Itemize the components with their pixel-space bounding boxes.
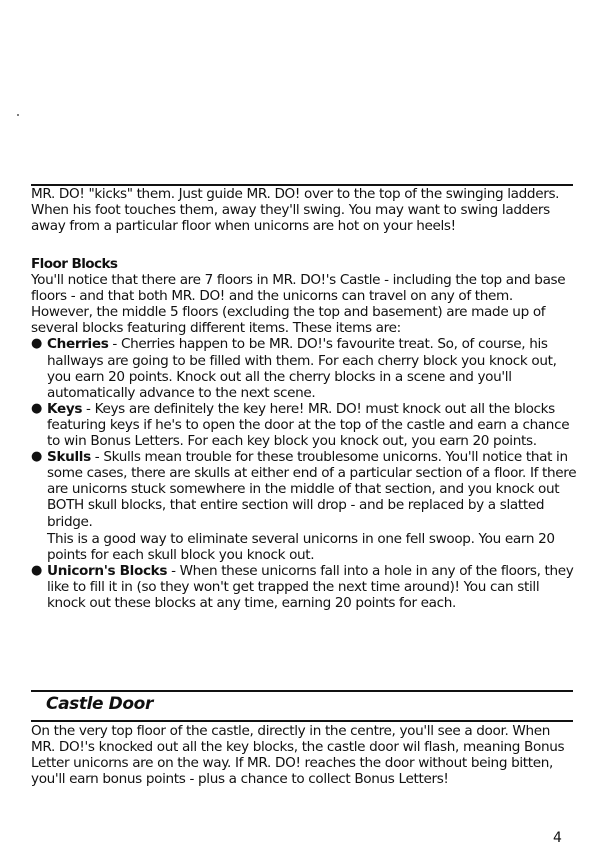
bullet-icon: ●: [31, 449, 42, 465]
item-text: - Keys are definitely the key here! MR. DO! must knock out all the blocks featuring keys if he's to open the door at the top of the castle and earn a chance to win Bonus Letters. For each key block you knock out, you earn 20 points.: [47, 400, 570, 450]
list-item-cherries: [31, 336, 577, 400]
section-rule-top: [31, 690, 573, 692]
item-text: - Cherries happen to be MR. DO!'s favourite treat. So, of course, his hallways are going to be filled with them. For each cherry block you knock out, you earn 20 points. Knock out all the cherry blocks in a scene and you'll automatically advance to the next scene.: [47, 336, 557, 401]
intro-paragraph: [31, 186, 577, 234]
bullet-icon: ●: [31, 562, 42, 578]
castle-door-text: On the very top floor of the castle, directly in the centre, you'll see a door. When MR. DO!'s knocked out all the key blocks, the castle door wil flash, meaning Bonus Letter unicorns are on the way. If MR. DO! reaches the door without being bitten, you'll earn bonus points - plus a chance to collect Bonus Letters!: [31, 723, 565, 788]
page-number: 4: [553, 830, 562, 846]
item-text: - Skulls mean trouble for these troublesome unicorns. You'll notice that in some cases, there are skulls at either end of a particular section of a floor. If there are unicorns stuck somewhere in the middle of that section, and you knock out BOTH skull blocks, that entire section will drop - and be replaced by a slatted bridge.: [47, 449, 577, 530]
floor-blocks-text: You'll notice that there are 7 floors in MR. DO!'s Castle - including the top and base floors - and that both MR. DO! and the unicorns can travel on any of them. However, the middle 5 floors (excluding the top and basement) are made up of several blocks featuring different items. These items are:: [31, 272, 566, 337]
item-list: [31, 336, 577, 611]
item-term: Unicorn's Blocks: [47, 562, 168, 579]
bullet-icon: ●: [31, 400, 42, 416]
skulls-extra-text: This is a good way to eliminate several unicorns in one fell swoop. You earn 20 points for each skull block you knock out.: [47, 530, 555, 563]
stray-dot: [17, 114, 19, 116]
intro-text: MR. DO! "kicks" them. Just guide MR. DO! over to the top of the swinging ladders. When his foot touches them, away they'll swing. You may want to swing ladders away from a particular floor when unicorns are hot on your heels!: [31, 186, 560, 235]
list-item-skulls: [31, 449, 577, 563]
list-item-keys: [31, 401, 577, 449]
item-term: Skulls: [47, 449, 91, 466]
section-rule-bottom: [31, 720, 573, 722]
item-term: Keys: [47, 400, 83, 417]
floor-blocks-heading: Floor Blocks: [31, 256, 118, 272]
castle-door-section: [31, 723, 577, 787]
floor-blocks-section: [31, 256, 577, 611]
item-term: Cherries: [47, 336, 109, 353]
item-text: - When these unicorns fall into a hole in any of the floors, they like to fill it in (so they won't get trapped the next time around)! You can still knock out these blocks at any time, earning 20 points for each.: [47, 562, 574, 611]
list-item-unicorns-blocks: [31, 563, 577, 611]
castle-door-heading: Castle Door: [46, 694, 153, 714]
bullet-icon: ●: [31, 336, 42, 352]
